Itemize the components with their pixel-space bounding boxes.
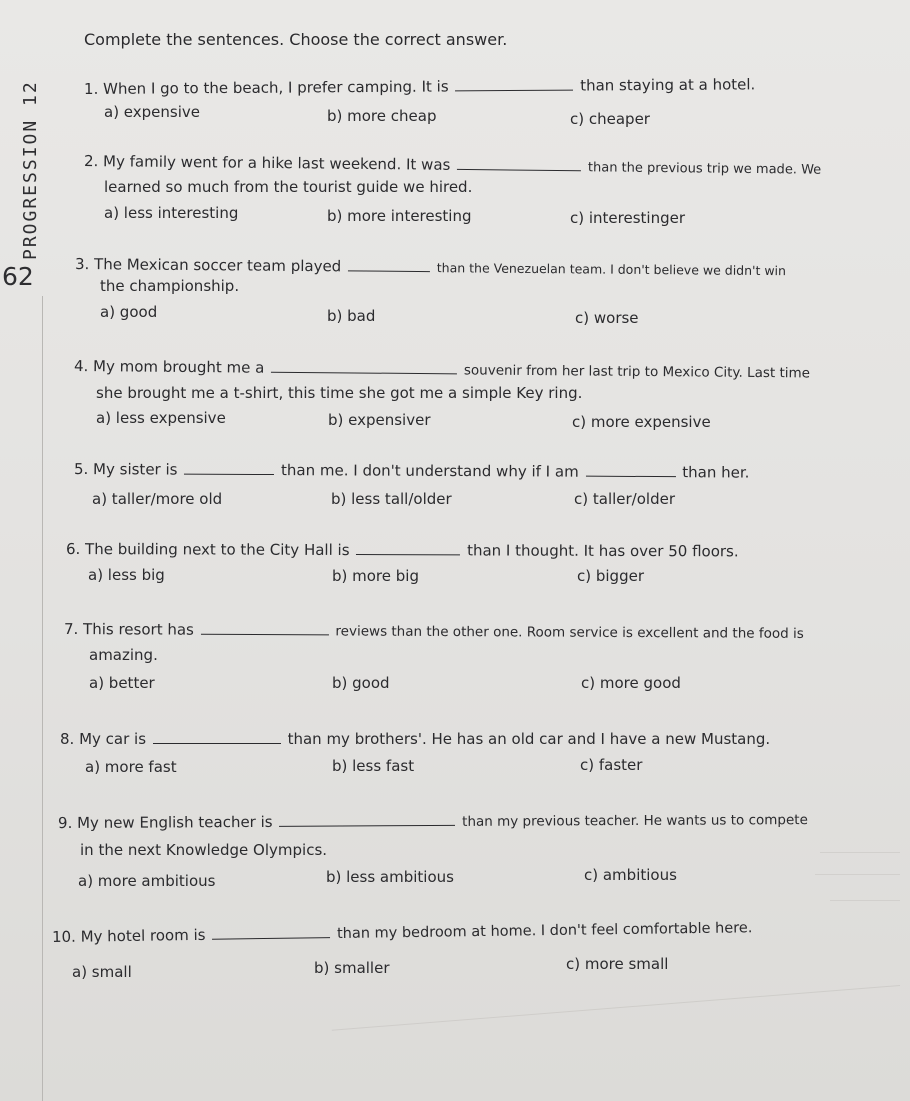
question-text: souvenir from her last trip to Mexico City. Last time: [463, 362, 811, 382]
option-a[interactable]: a) less interesting: [104, 204, 239, 222]
page-number: 62: [2, 262, 34, 291]
answer-blank[interactable]: [457, 168, 581, 171]
option-a[interactable]: a) small: [72, 963, 132, 981]
answer-blank[interactable]: [585, 475, 675, 477]
question-text: 3. The Mexican soccer team played: [74, 255, 342, 276]
option-b[interactable]: b) good: [332, 674, 390, 692]
question-text: the championship.: [100, 277, 240, 295]
question-text: than me. I don't understand why if I am: [281, 461, 579, 481]
option-b[interactable]: b) expensiver: [328, 411, 431, 429]
option-a[interactable]: a) good: [100, 303, 158, 321]
page-scuff: [830, 900, 900, 901]
question-text: than my brothers'. He has an old car and I have a new Mustang.: [287, 730, 771, 748]
question-text: 8. My car is: [60, 730, 147, 748]
option-b[interactable]: b) bad: [327, 307, 376, 325]
question-text: than my bedroom at home. I don't feel comfortable here.: [336, 920, 753, 943]
instructions: Complete the sentences. Choose the correct answer.: [84, 30, 508, 49]
question-text: 4. My mom brought me a: [73, 357, 265, 377]
page-scuff: [820, 852, 900, 853]
option-a[interactable]: a) expensive: [104, 103, 200, 121]
question-text: than the previous trip we made. We: [587, 160, 822, 178]
option-a[interactable]: a) less big: [88, 566, 165, 584]
answer-blank[interactable]: [455, 89, 573, 92]
answer-blank[interactable]: [184, 473, 274, 475]
option-b[interactable]: b) more cheap: [327, 107, 437, 125]
option-c[interactable]: c) worse: [575, 309, 639, 327]
question-text: than I thought. It has over 50 floors.: [467, 541, 739, 561]
question-text: 6. The building next to the City Hall is: [65, 540, 350, 559]
answer-blank[interactable]: [212, 936, 330, 940]
answer-blank[interactable]: [271, 371, 457, 375]
question-text: 9. My new English teacher is: [57, 812, 273, 832]
option-c[interactable]: c) more expensive: [572, 413, 711, 431]
option-c[interactable]: c) taller/older: [574, 490, 675, 508]
margin-divider: [42, 296, 43, 1101]
answer-blank[interactable]: [153, 742, 281, 744]
option-b[interactable]: b) more interesting: [327, 207, 472, 225]
question-text: in the next Knowledge Olympics.: [80, 841, 328, 859]
question-text: she brought me a t-shirt, this time she got me a simple Key ring.: [96, 384, 583, 402]
option-a[interactable]: a) more ambitious: [78, 872, 216, 890]
option-c[interactable]: c) interestinger: [570, 209, 686, 227]
question-text: 5. My sister is: [73, 460, 178, 479]
answer-blank[interactable]: [201, 633, 329, 636]
question-text: 10. My hotel room is: [51, 925, 206, 946]
question-text: 7. This resort has: [63, 620, 194, 639]
question-text: than her.: [682, 463, 750, 482]
option-c[interactable]: c) cheaper: [570, 110, 650, 128]
question-text: amazing.: [89, 646, 158, 664]
option-b[interactable]: b) smaller: [314, 959, 390, 977]
option-c[interactable]: c) more small: [566, 955, 669, 973]
answer-blank[interactable]: [279, 824, 455, 827]
question-text: learned so much from the tourist guide we hired.: [104, 178, 473, 196]
option-a[interactable]: a) less expensive: [96, 409, 226, 427]
option-c[interactable]: c) bigger: [577, 567, 644, 585]
option-c[interactable]: c) faster: [580, 756, 643, 774]
progression-side-label: PROGRESSION 12: [20, 80, 41, 260]
option-a[interactable]: a) better: [89, 674, 155, 692]
answer-blank[interactable]: [348, 269, 430, 272]
question-text: than staying at a hotel.: [580, 75, 756, 95]
question-text: than the Venezuelan team. I don't believe we didn't win: [436, 260, 787, 279]
question-text: reviews than the other one. Room service is excellent and the food is: [335, 623, 804, 642]
option-a[interactable]: a) taller/more old: [92, 490, 223, 508]
option-c[interactable]: c) ambitious: [584, 866, 677, 884]
option-b[interactable]: b) less tall/older: [331, 490, 452, 508]
option-b[interactable]: b) less fast: [332, 757, 415, 775]
answer-blank[interactable]: [356, 553, 460, 555]
question-text: 2. My family went for a hike last weekend. It was: [83, 152, 451, 174]
option-b[interactable]: b) less ambitious: [326, 868, 454, 886]
option-b[interactable]: b) more big: [332, 567, 419, 585]
page-scuff: [815, 874, 900, 875]
option-c[interactable]: c) more good: [581, 674, 681, 692]
question-text: than my previous teacher. He wants us to compete: [462, 812, 808, 830]
page-fold-line: [332, 985, 900, 1031]
question-text: 1. When I go to the beach, I prefer camping. It is: [83, 77, 449, 98]
option-a[interactable]: a) more fast: [85, 758, 177, 776]
